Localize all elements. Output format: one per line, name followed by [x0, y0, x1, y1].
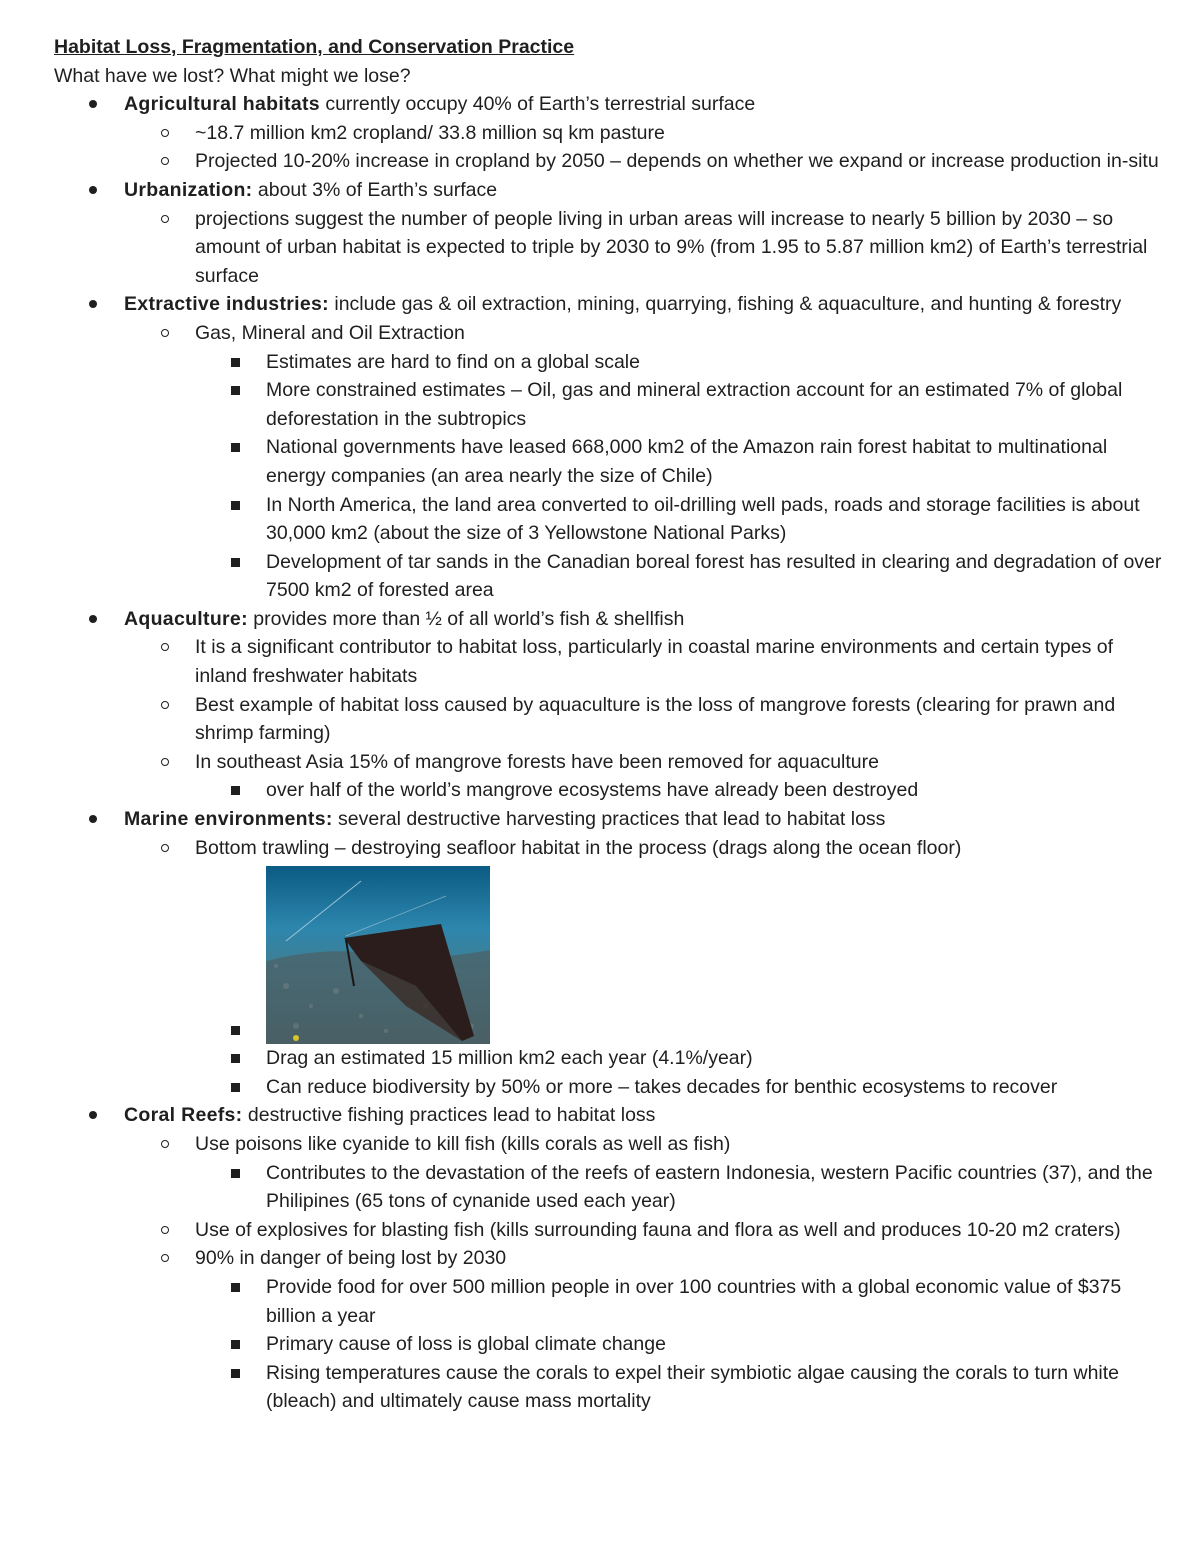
list-item — [54, 348, 1169, 377]
item-text: Rising temperatures cause the corals to expel their symbiotic algae causing the corals to turn white (bleach) and ultimately cause mass mortality — [266, 1361, 1120, 1413]
square-bullet-icon — [231, 1340, 240, 1349]
item-heading: Marine environments: — [124, 808, 333, 831]
list-item — [54, 1359, 1169, 1416]
list-item — [54, 147, 1169, 176]
item-text: Contributes to the devastation of the reefs of eastern Indonesia, western Pacific countries (37), and the Philipines (65 tons of cynanide used each year) — [266, 1161, 1153, 1213]
list-item — [54, 605, 1169, 805]
bullet-icon — [89, 1111, 97, 1119]
circle-bullet-icon — [161, 758, 169, 766]
list-item — [54, 834, 1169, 1102]
list-item — [54, 1330, 1169, 1359]
square-bullet-icon — [231, 1026, 240, 1035]
list-item — [54, 805, 1169, 1101]
list-item — [54, 176, 1169, 290]
item-text: More constrained estimates – Oil, gas and mineral extraction account for an estimated 7% of global deforestation in the subtropics — [266, 379, 1123, 430]
item-heading: Aquaculture: — [124, 607, 248, 630]
list-item — [54, 691, 1169, 748]
item-text: Bottom trawling – destroying seafloor habitat in the process (drags along the ocean floor) — [195, 836, 962, 859]
bullet-icon — [89, 100, 97, 108]
main-bullet-list — [54, 90, 1169, 1416]
item-heading: Agricultural habitats — [124, 93, 320, 116]
circle-bullet-icon — [161, 643, 169, 651]
item-text: Estimates are hard to find on a global scale — [266, 350, 640, 373]
bullet-icon — [89, 186, 97, 194]
document-page — [54, 33, 1169, 1416]
square-bullet-icon — [231, 1283, 240, 1292]
item-text: Provide food for over 500 million people in over 100 countries with a global economic value of $375 billion a year — [266, 1275, 1122, 1327]
item-text: Primary cause of loss is global climate change — [266, 1333, 666, 1356]
item-text: currently occupy 40% of Earth’s terrestrial surface — [319, 93, 756, 116]
bullet-icon — [89, 615, 97, 623]
item-text: destructive fishing practices lead to habitat loss — [242, 1104, 656, 1127]
list-item — [54, 119, 1169, 148]
item-text: about 3% of Earth’s surface — [252, 178, 498, 201]
list-item — [54, 633, 1169, 690]
list-item — [54, 1216, 1169, 1245]
item-text: Best example of habitat loss caused by aquaculture is the loss of mangrove forests (clearing for prawn and shrimp farming) — [195, 693, 1116, 745]
list-item — [54, 1130, 1169, 1216]
square-bullet-icon — [231, 386, 240, 395]
item-text: Use of explosives for blasting fish (kills surrounding fauna and flora as well and produces 10-20 m2 craters) — [195, 1218, 1121, 1241]
square-bullet-icon — [231, 443, 240, 452]
list-item — [54, 1101, 1169, 1416]
square-bullet-icon — [231, 1169, 240, 1178]
document-subtitle: What have we lost? What might we lose? — [54, 64, 411, 87]
item-text: Projected 10-20% increase in cropland by 2050 – depends on whether we expand or increase production in-situ — [195, 150, 1159, 173]
list-item — [54, 491, 1169, 548]
item-text: Development of tar sands in the Canadian boreal forest has resulted in clearing and degradation of over 7500 km2 of forested area — [266, 550, 1162, 602]
list-item — [54, 1073, 1169, 1102]
list-item — [54, 90, 1169, 176]
circle-bullet-icon — [161, 1140, 169, 1148]
list-item — [54, 376, 1169, 433]
square-bullet-icon — [231, 558, 240, 567]
item-text: In North America, the land area converted to oil-drilling well pads, roads and storage facilities is about 30,000 km2 (about the size of 3 Yellowstone National Parks) — [266, 493, 1140, 545]
circle-bullet-icon — [161, 844, 169, 852]
square-bullet-icon — [231, 786, 240, 795]
item-text: National governments have leased 668,000 km2 of the Amazon rain forest habitat to multinational energy companies (an area nearly the size of Chile) — [266, 436, 1108, 487]
item-text: several destructive harvesting practices that lead to habitat loss — [332, 808, 886, 831]
item-text: It is a significant contributor to habitat loss, particularly in coastal marine environments and certain types of inland freshwater habitats — [195, 636, 1114, 688]
square-bullet-icon — [231, 358, 240, 367]
square-bullet-icon — [231, 501, 240, 510]
square-bullet-icon — [231, 1054, 240, 1063]
list-item — [54, 1273, 1169, 1330]
bullet-icon — [89, 815, 97, 823]
circle-bullet-icon — [161, 329, 169, 337]
circle-bullet-icon — [161, 1226, 169, 1234]
item-text: over half of the world’s mangrove ecosystems have already been destroyed — [266, 779, 919, 802]
item-text: In southeast Asia 15% of mangrove forests have been removed for aquaculture — [195, 750, 879, 773]
item-text: Gas, Mineral and Oil Extraction — [195, 321, 465, 344]
circle-bullet-icon — [161, 157, 169, 165]
circle-bullet-icon — [161, 701, 169, 709]
item-text: Drag an estimated 15 million km2 each year (4.1%/year) — [266, 1047, 753, 1070]
item-text: provides more than ½ of all world’s fish & shellfish — [247, 607, 685, 630]
underwater-trawl-net-photo — [266, 866, 490, 1044]
item-text: Can reduce biodiversity by 50% or more – takes decades for benthic ecosystems to recover — [266, 1075, 1058, 1098]
list-item — [54, 1044, 1169, 1073]
list-item — [54, 776, 1169, 805]
circle-bullet-icon — [161, 1254, 169, 1262]
item-text: projections suggest the number of people living in urban areas will increase to nearly 5 billion by 2030 – so amount of urban habitat is expected to triple by 2030 to 9% (from 1.95 to 5.87 million km2) of Earth’s terrestrial surface — [195, 207, 1148, 287]
bullet-icon — [89, 300, 97, 308]
item-heading: Urbanization: — [124, 178, 253, 201]
item-heading: Coral Reefs: — [124, 1104, 243, 1127]
square-bullet-icon — [231, 1369, 240, 1378]
list-item — [54, 290, 1169, 605]
list-item — [54, 319, 1169, 605]
list-item — [54, 205, 1169, 291]
item-text: Use poisons like cyanide to kill fish (kills corals as well as fish) — [195, 1133, 731, 1155]
list-item — [54, 433, 1169, 490]
list-item — [54, 548, 1169, 605]
list-item — [54, 866, 1169, 1044]
item-heading: Extractive industries: — [124, 293, 329, 316]
item-text: include gas & oil extraction, mining, quarrying, fishing & aquaculture, and hunting & forestry — [328, 293, 1122, 316]
list-item — [54, 748, 1169, 805]
circle-bullet-icon — [161, 129, 169, 137]
list-item — [54, 1159, 1169, 1216]
item-text: ~18.7 million km2 cropland/ 33.8 million sq km pasture — [195, 121, 665, 144]
item-text: 90% in danger of being lost by 2030 — [195, 1247, 507, 1270]
circle-bullet-icon — [161, 215, 169, 223]
list-item — [54, 1244, 1169, 1416]
document-title: Habitat Loss, Fragmentation, and Conservation Practice — [54, 36, 575, 58]
square-bullet-icon — [231, 1083, 240, 1092]
